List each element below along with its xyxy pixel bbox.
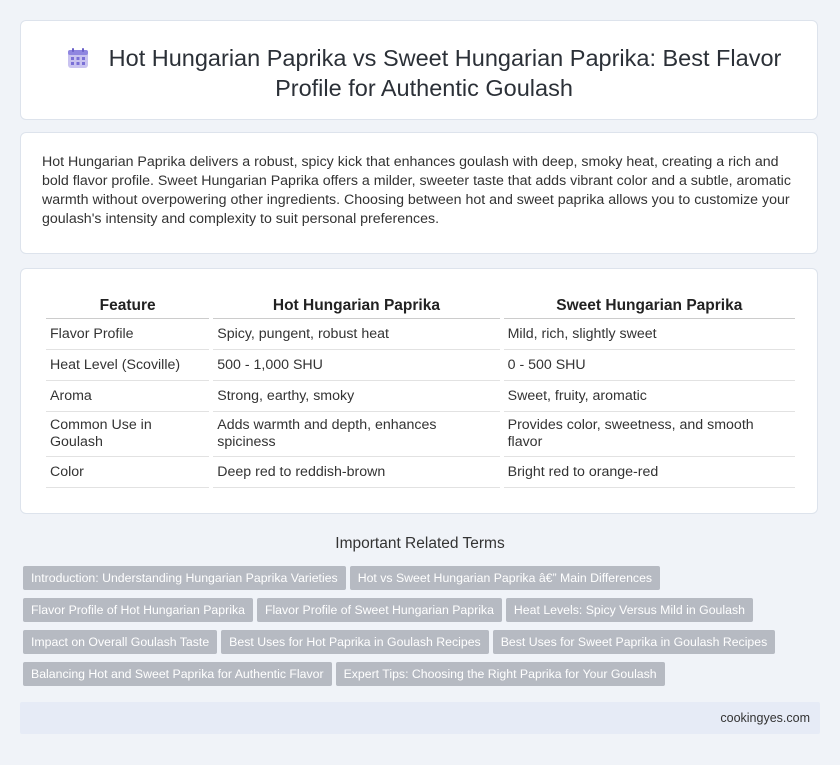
table-cell: Spicy, pungent, robust heat [213, 319, 499, 350]
related-term-tag[interactable]: Impact on Overall Goulash Taste [23, 630, 217, 654]
related-terms-list [23, 566, 813, 694]
table-cell: Color [46, 457, 209, 488]
header-hot: Hot Hungarian Paprika [213, 294, 499, 319]
table-cell: Flavor Profile [46, 319, 209, 350]
table-header-row [46, 294, 795, 319]
intro-card [20, 132, 818, 254]
table-cell: Strong, earthy, smoky [213, 381, 499, 412]
table-cell: Heat Level (Scoville) [46, 350, 209, 381]
table-cell: 500 - 1,000 SHU [213, 350, 499, 381]
site-name[interactable]: cookingyes.com [720, 711, 810, 725]
related-term-tag[interactable]: Heat Levels: Spicy Versus Mild in Goulash [506, 598, 753, 622]
intro-paragraph: Hot Hungarian Paprika delivers a robust, spicy kick that enhances goulash with deep, smoky heat, creating a rich and bold flavor profile. Sweet Hungarian Paprika offers a milder, sweeter taste that adds vibrant color and a subtle, aromatic warmth without overpowering other ingredients. Choosing between hot and sweet paprika allows you to customize your goulash's intensity and complexity to suit personal preferences. [42, 154, 791, 227]
related-term-tag[interactable]: Flavor Profile of Hot Hungarian Paprika [23, 598, 253, 622]
table-row [46, 350, 795, 381]
table-cell: Provides color, sweetness, and smooth flavor [504, 412, 795, 457]
table-cell: Adds warmth and depth, enhances spiciness [213, 412, 499, 457]
related-term-tag[interactable]: Balancing Hot and Sweet Paprika for Authentic Flavor [23, 662, 332, 686]
table-cell: Aroma [46, 381, 209, 412]
related-term-tag[interactable]: Flavor Profile of Sweet Hungarian Paprika [257, 598, 502, 622]
table-row [46, 457, 795, 488]
page-title-wrap [61, 43, 787, 103]
related-term-tag[interactable]: Expert Tips: Choosing the Right Paprika for Your Goulash [336, 662, 665, 686]
related-term-tag[interactable]: Hot vs Sweet Hungarian Paprika â€” Main Differences [350, 566, 660, 590]
table-cell: Sweet, fruity, aromatic [504, 381, 795, 412]
page-title: Hot Hungarian Paprika vs Sweet Hungarian Paprika: Best Flavor Profile for Authentic Goulash [108, 45, 782, 101]
calendar-icon [67, 47, 89, 69]
table-cell: 0 - 500 SHU [504, 350, 795, 381]
header-feature: Feature [46, 294, 209, 319]
footer [20, 702, 820, 734]
header-sweet: Sweet Hungarian Paprika [504, 294, 795, 319]
comparison-table [42, 294, 799, 488]
related-term-tag[interactable]: Best Uses for Sweet Paprika in Goulash Recipes [493, 630, 776, 654]
table-cell: Mild, rich, slightly sweet [504, 319, 795, 350]
related-terms-heading: Important Related Terms [335, 535, 505, 552]
table-row [46, 319, 795, 350]
table-row [46, 381, 795, 412]
table-row [46, 412, 795, 457]
table-cell: Common Use in Goulash [46, 412, 209, 457]
related-term-tag[interactable]: Best Uses for Hot Paprika in Goulash Recipes [221, 630, 489, 654]
table-cell: Bright red to orange-red [504, 457, 795, 488]
related-term-tag[interactable]: Introduction: Understanding Hungarian Paprika Varieties [23, 566, 346, 590]
table-cell: Deep red to reddish-brown [213, 457, 499, 488]
title-card [20, 20, 818, 120]
comparison-card [20, 268, 818, 514]
